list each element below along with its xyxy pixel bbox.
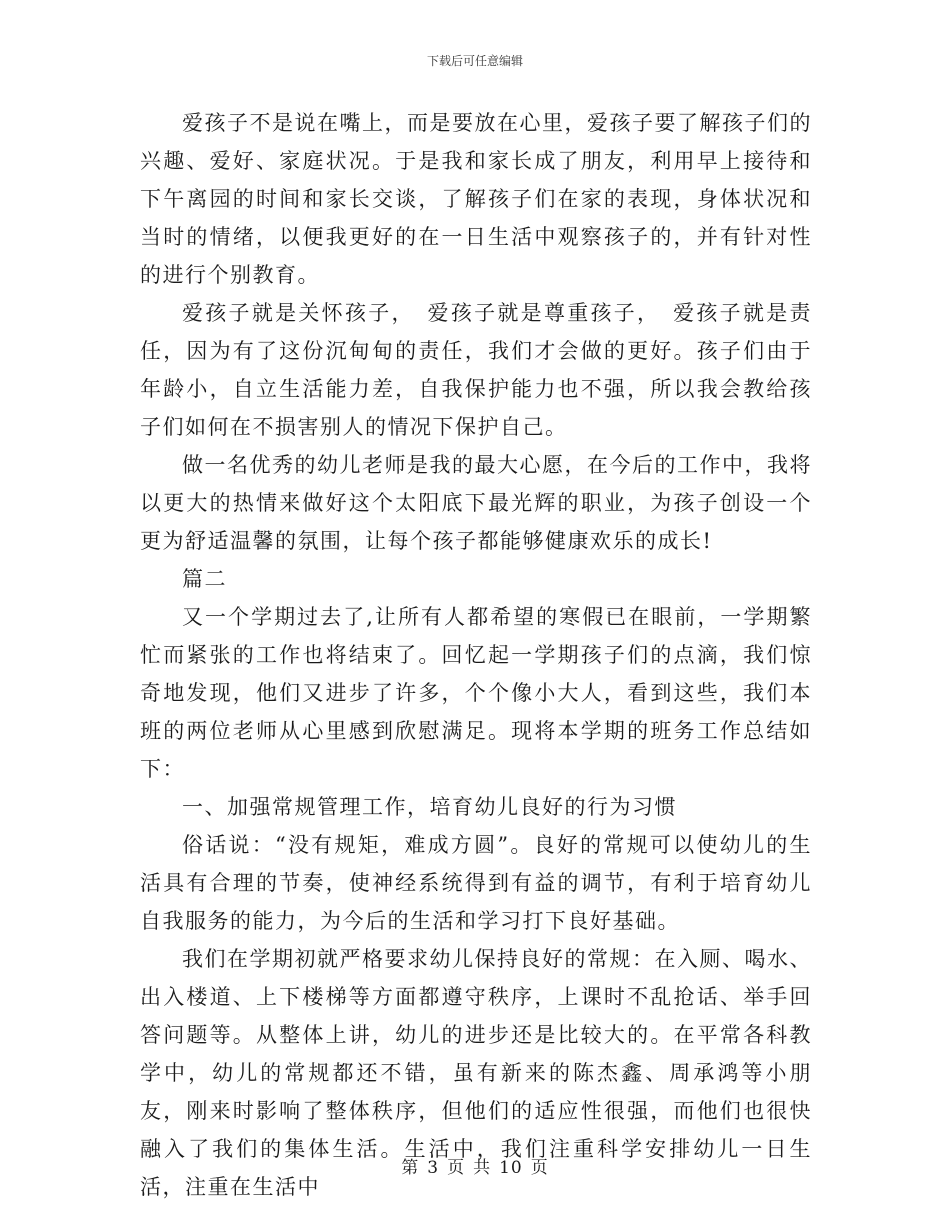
page-footer [0,1153,950,1178]
footer-total-unit: 页 [530,1158,549,1178]
footer-total-label: 共 [473,1158,492,1178]
paragraph-6: 我们在学期初就严格要求幼儿保持良好的常规：在入厕、喝水、出入楼道、上下楼梯等方面都遵守秩序，上课时不乱抢话、举手回答问题等。从整体上讲，幼儿的进步还是比较大的。在平常各科教学中，幼儿的常规都还不错，虽有新来的陈杰鑫、周承鸿等小朋友，刚来时影响了整体秩序，但他们的适应性很强，而他们也很快融入了我们的集体生活。生活中，我们注重科学安排幼儿一日生活，注重在生活中 [140,947,812,1199]
paragraph-2: 爱孩子就是关怀孩子， 爱孩子就是尊重孩子， 爱孩子就是责任，因为有了这份沉甸甸的责任，我们才会做的更好。孩子们由于年龄小，自立生活能力差，自我保护能力也不强，所以我会教给孩子们如何在不损害别人的情况下保护自己。 [140,301,812,439]
footer-prefix: 第 [401,1158,420,1178]
paragraph-4: 又一个学期过去了,让所有人都希望的寒假已在眼前，一学期繁忙而紧张的工作也将结束了。回忆起一学期孩子们的点滴，我们惊奇地发现，他们又进步了许多，个个像小大人，看到这些，我们本班的两位老师从心里感到欣慰满足。现将本学期的班务工作总结如下： [140,605,812,781]
header-note: 下载后可任意编辑 [426,54,523,68]
paragraph-5: 俗话说：“没有规矩，难成方圆”。良好的常规可以使幼儿的生活具有合理的节奏，使神经系统得到有益的调节，有利于培育幼儿自我服务的能力，为今后的生活和学习打下良好基础。 [140,833,812,933]
document-body [140,104,812,1206]
section-heading-1: 一、加强常规管理工作，培育幼儿良好的行为习惯 [182,795,677,819]
page-number: 3 [427,1158,440,1178]
paragraph-3: 做一名优秀的幼儿老师是我的最大心愿，在今后的工作中，我将以更大的热情来做好这个太阳底下最光辉的职业，为孩子创设一个更为舒适温馨的氛围，让每个孩子都能够健康欢乐的成长! [140,453,812,553]
section-heading-part-two: 篇二 [182,567,227,591]
paragraph-1: 爱孩子不是说在嘴上，而是要放在心里，爱孩子要了解孩子们的兴趣、爱好、家庭状况。于是我和家长成了朋友，利用早上接待和下午离园的时间和家长交谈，了解孩子们在家的表现，身体状况和当时的情绪，以便我更好的在一日生活中观察孩子的，并有针对性的进行个别教育。 [140,111,812,287]
footer-page-unit: 页 [447,1158,466,1178]
total-pages: 10 [499,1158,523,1178]
